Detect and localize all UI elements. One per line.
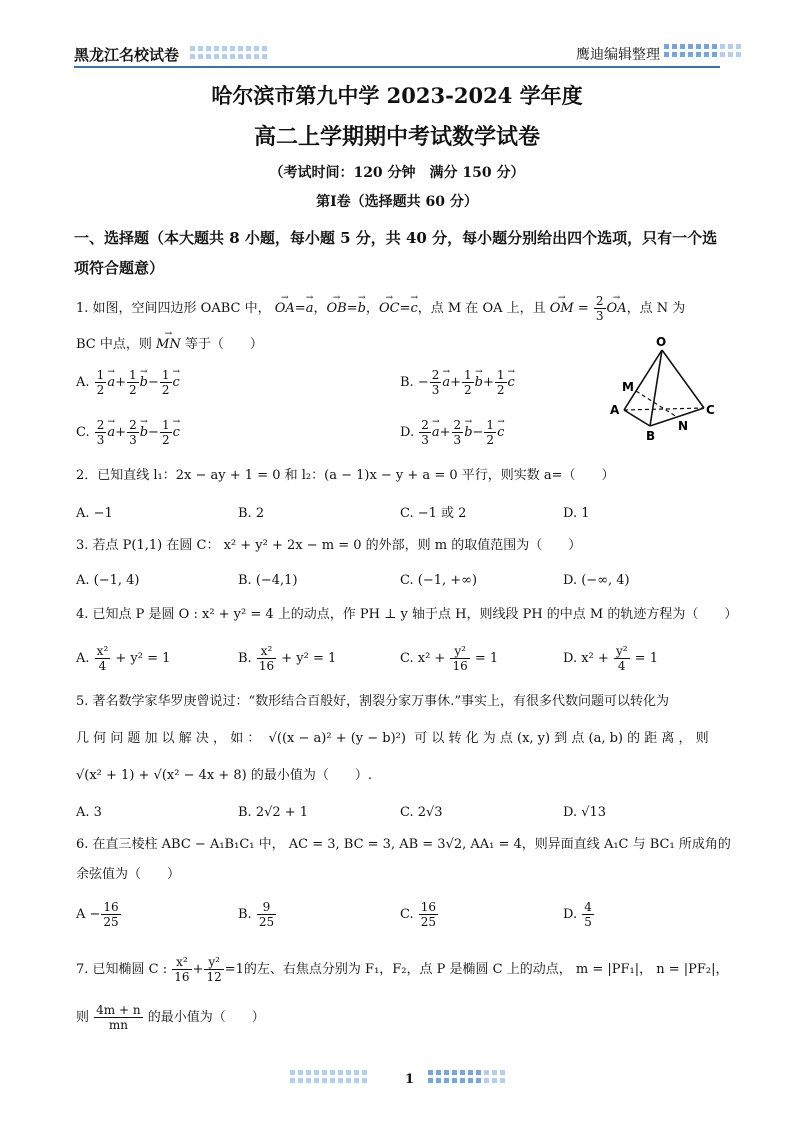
question-7-stem: 7. 已知椭圆 C : $\frac{\text{x²}}{16}$ + $\frac{\text{y²}}{12}$ =1的左、右焦点分别为 F₁，F₂，点 P 是椭圆 C 上的动点， m = |PF₁|， n = |PF₂|， (76, 955, 729, 984)
q4-option-c[interactable]: C. x² + $\frac{\text{y²}}{16}$ = 1 (400, 644, 499, 673)
q6-option-a[interactable]: A − $\frac{16}{25}$ (76, 900, 119, 929)
label-c: C (706, 403, 715, 417)
q6-option-b[interactable]: B. $\frac{9}{25}$ (238, 900, 275, 929)
q2-option-d[interactable]: D. 1 (563, 506, 590, 521)
school-title: 哈尔滨市第九中学 2023-2024 学年度 (211, 83, 583, 108)
q2-option-c[interactable]: C. −1 或 2 (400, 506, 467, 521)
part-title: 第Ⅰ卷（选择题共 60 分） (316, 194, 478, 210)
footer-dots-left (290, 1070, 367, 1083)
q5-option-b[interactable]: B. 2√2 + 1 (238, 805, 309, 820)
label-b: B (646, 429, 656, 443)
header-right-label: 鹰迪编辑整理 (576, 47, 660, 63)
header-dots-left (190, 46, 267, 59)
q1-option-c[interactable]: C. $\frac{2}{3}$ → a+ $\frac{2}{3}$ → b− $\frac{1}{2}$ → c (76, 418, 180, 447)
q6-option-c[interactable]: C. $\frac{16}{25}$ (400, 900, 437, 929)
header-rule (74, 66, 720, 68)
question-5-stem: 5. 著名数学家华罗庚曾说过：“数形结合百般好，割裂分家万事休.”事实上，有很多代数问题可以转化为 (76, 694, 669, 709)
q1-option-a[interactable]: A. $\frac{1}{2}$ → a+ $\frac{1}{2}$ → b− $\frac{1}{2}$ → c (76, 368, 180, 397)
label-o: O (656, 335, 667, 349)
question-1-stem-2: BC 中点，则 → MN 等于（ ） (76, 336, 263, 354)
question-6-stem: 6. 在直三棱柱 ABC − A₁B₁C₁ 中， AC = 3, BC = 3, AB = 3√2, AA₁ = 4，则异面直线 A₁C 与 BC₁ 所成角的 (76, 837, 731, 852)
q3-option-c[interactable]: C. (−1, +∞) (400, 573, 478, 588)
label-m: M (622, 380, 634, 394)
question-3-stem: 3. 若点 P(1,1) 在圆 C： x² + y² + 2x − m = 0 的外部，则 m 的取值范围为（ ） (76, 538, 582, 553)
tetrahedron-figure (606, 334, 724, 446)
question-4-stem: 4. 已知点 P 是圆 O : x² + y² = 4 上的动点，作 PH ⊥ y 轴于点 H，则线段 PH 的中点 M 的轨迹方程为（ ） (76, 607, 738, 622)
q4-option-b[interactable]: B. $\frac{\text{x²}}{16}$ + y² = 1 (238, 644, 337, 673)
question-5-stem-2: 几 何 问 题 加 以 解 决 ， 如 ： √((x − a)² + (y − b)²) 可 以 转 化 为 点 (x, y) 到 点 (a, b) 的 距 离 ， 则 (76, 731, 709, 746)
question-5-stem-3: √(x² + 1) + √(x² − 4x + 8) 的最小值为（ ）. (76, 768, 372, 783)
header-dots-right (664, 44, 741, 57)
q3-option-b[interactable]: B. (−4,1) (238, 573, 298, 588)
q3-option-a[interactable]: A. (−1, 4) (76, 573, 140, 588)
question-6-stem-2: 余弦值为（ ） (76, 867, 181, 882)
q1-option-d[interactable]: D. $\frac{2}{3}$ → a+ $\frac{2}{3}$ → b− $\frac{1}{2}$ → c (400, 418, 504, 447)
q4-option-d[interactable]: D. x² + $\frac{\text{y²}}{4}$ = 1 (563, 644, 658, 673)
section-heading: 一、选择题（本大题共 8 小题，每小题 5 分，共 40 分，每小题分别给出四个选项，只有一个选项符合题意） (74, 229, 718, 277)
exam-title: 高二上学期期中考试数学试卷 (253, 124, 540, 150)
question-2-stem: 2．已知直线 l₁：2x − ay + 1 = 0 和 l₂：(a − 1)x − y + a = 0 平行，则实数 a=（ ） (76, 468, 615, 483)
q6-option-d[interactable]: D. $\frac{4}{5}$ (563, 900, 592, 929)
q2-option-b[interactable]: B. 2 (238, 506, 265, 521)
footer-dots-right (428, 1070, 505, 1083)
header-left-label: 黑龙江名校试卷 (74, 46, 180, 64)
q4-option-a[interactable]: A. $\frac{\text{x²}}{4}$ + y² = 1 (76, 644, 171, 673)
q5-option-c[interactable]: C. 2√3 (400, 805, 443, 820)
q2-option-a[interactable]: A. −1 (76, 506, 113, 521)
q3-option-d[interactable]: D. (−∞, 4) (563, 573, 630, 588)
q5-option-d[interactable]: D. √13 (563, 805, 607, 820)
question-7-stem-2: 则 $\frac{4m + n}{mn}$ 的最小值为（ ） (76, 1003, 265, 1032)
q1-option-b[interactable]: B. − $\frac{2}{3}$ → a+ $\frac{1}{2}$ → b+ $\frac{1}{2}$ → c (400, 368, 515, 397)
label-n: N (678, 419, 689, 433)
page-number: 1 (405, 1072, 415, 1087)
q5-option-a[interactable]: A. 3 (76, 805, 102, 820)
label-a: A (610, 403, 620, 417)
exam-info: （考试时间：120 分钟 满分 150 分） (269, 165, 525, 181)
question-1-stem: 1. 如图，空间四边形 OABC 中， → OA=→ a，→ OB=→ b，→ OC=→ c，点 M 在 OA 上，且 → OM = $\frac{2}{3}$ → OA，点 N 为 (76, 294, 685, 323)
